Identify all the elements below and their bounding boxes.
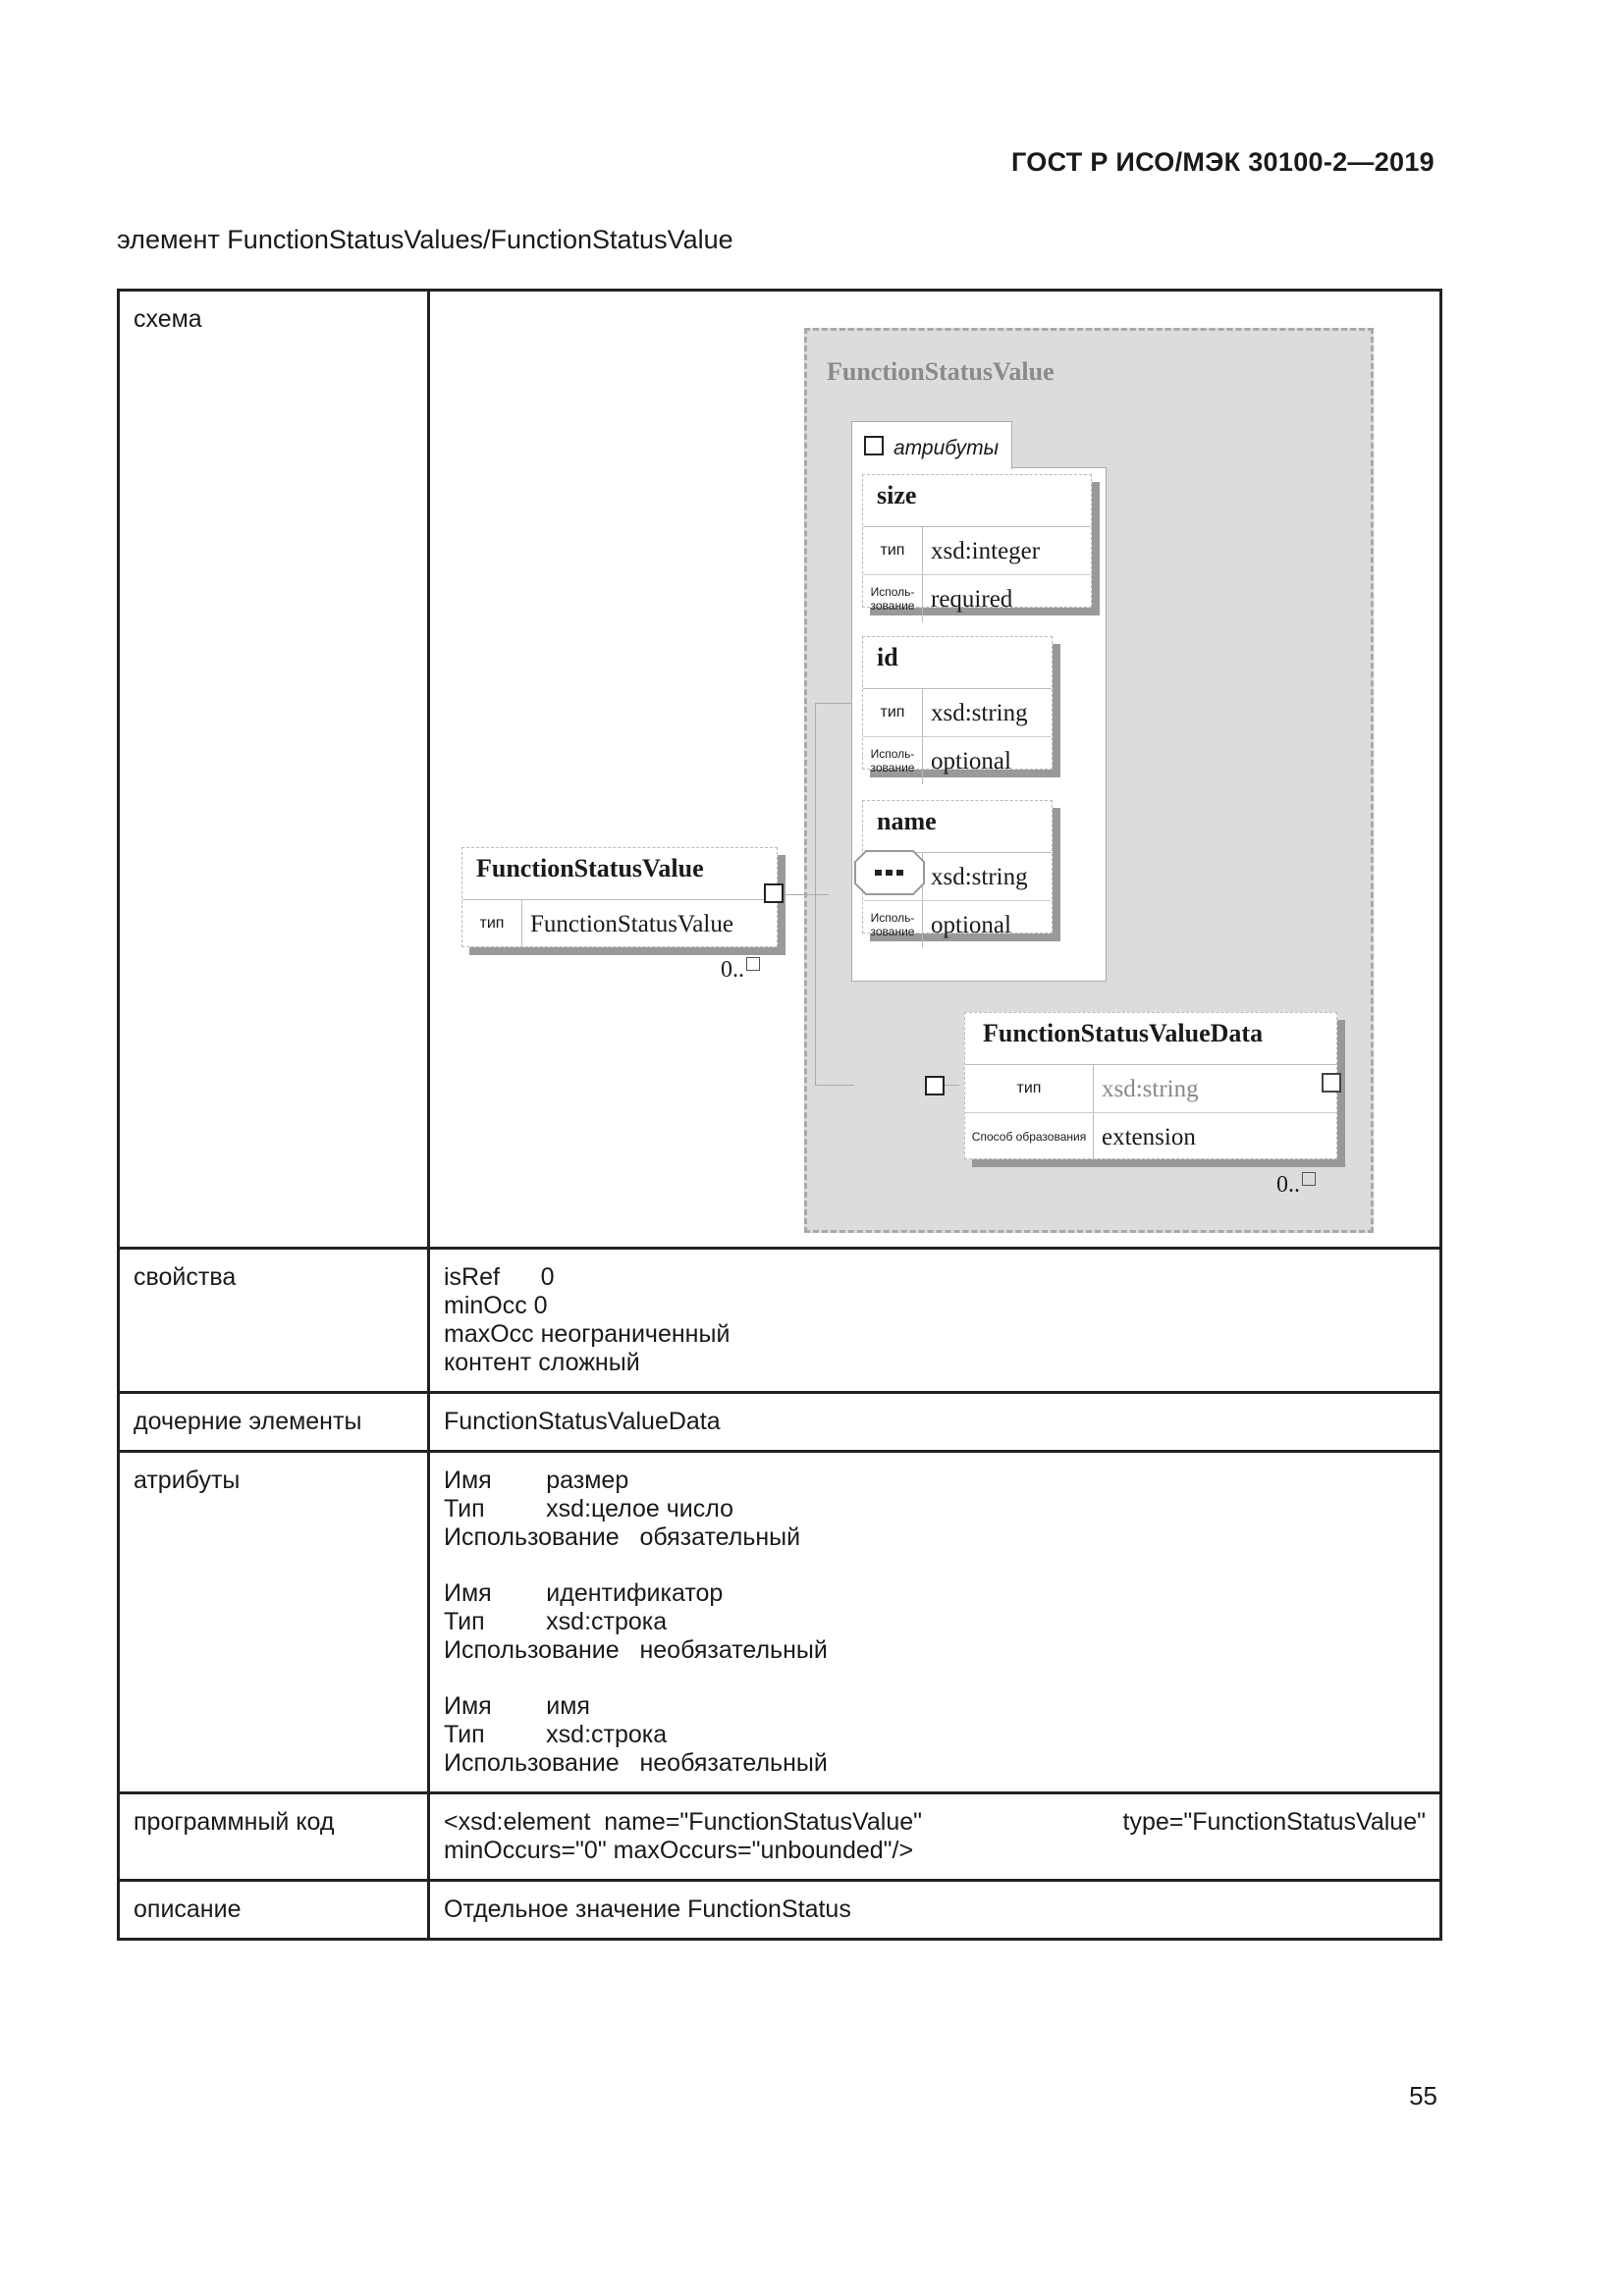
code-line-right: type="FunctionStatusValue" bbox=[1122, 1808, 1426, 1836]
standard-header: ГОСТ Р ИСО/МЭК 30100-2—2019 bbox=[1011, 147, 1435, 177]
element-caption: элемент FunctionStatusValues/FunctionStatusValue bbox=[117, 225, 733, 254]
element-box-functionstatusvalue[interactable] bbox=[461, 847, 778, 947]
attribute-name-line: Имя имя bbox=[444, 1692, 590, 1720]
schema-diagram bbox=[444, 305, 1426, 1233]
sequence-compositor-icon[interactable] bbox=[854, 850, 925, 895]
element-box-functionstatusvaluedata[interactable] bbox=[964, 1012, 1337, 1159]
connector-line bbox=[815, 703, 816, 1086]
attributes-cell bbox=[429, 1452, 1441, 1793]
derivation-row bbox=[965, 1113, 1336, 1160]
type-value: xsd:integer bbox=[931, 537, 1041, 564]
type-key: тип bbox=[863, 527, 923, 574]
type-key: тип bbox=[863, 689, 923, 736]
type-row bbox=[863, 689, 1052, 737]
derivation-value: extension bbox=[1102, 1123, 1196, 1150]
children-label: дочерние элементы bbox=[119, 1393, 429, 1452]
schema-label: схема bbox=[119, 291, 429, 1249]
attributes-label: атрибуты bbox=[119, 1452, 429, 1793]
code-line-left: <xsd:element name="FunctionStatusValue" bbox=[444, 1808, 923, 1836]
occurrence-box-icon bbox=[746, 957, 760, 971]
attribute-name-line: Имя идентификатор bbox=[444, 1579, 724, 1607]
table-row bbox=[119, 1249, 1441, 1393]
property-line: maxOcc неограниченный bbox=[444, 1320, 731, 1348]
description-label: описание bbox=[119, 1881, 429, 1940]
use-key: Исполь-зование bbox=[863, 737, 923, 784]
table-row bbox=[119, 1393, 1441, 1452]
element-name: FunctionStatusValueData bbox=[965, 1013, 1336, 1065]
derivation-key: Способ образования bbox=[965, 1113, 1094, 1160]
occurrence-label: 0.. bbox=[721, 956, 760, 985]
schema-cell bbox=[429, 291, 1441, 1249]
type-row bbox=[965, 1065, 1336, 1113]
type-row bbox=[462, 900, 777, 947]
connector-line bbox=[815, 1085, 854, 1086]
code-line: minOccurs="0" maxOccurs="unbounded"/> bbox=[444, 1837, 914, 1864]
children-value: FunctionStatusValueData bbox=[429, 1393, 1441, 1452]
use-value: optional bbox=[931, 747, 1011, 774]
type-value: xsd:string bbox=[1102, 1075, 1199, 1102]
attribute-id[interactable] bbox=[862, 636, 1053, 774]
page-number: 55 bbox=[1409, 2081, 1437, 2110]
type-value: xsd:string bbox=[931, 863, 1028, 890]
attribute-name-line: Имя размер bbox=[444, 1467, 629, 1494]
attribute-name: size bbox=[863, 475, 1091, 527]
attributes-tab bbox=[851, 421, 1012, 469]
expand-toggle-icon[interactable] bbox=[925, 1076, 945, 1095]
occurrence-box-icon bbox=[1302, 1172, 1316, 1186]
use-key: Исполь-зование bbox=[863, 575, 923, 622]
code-label: программный код bbox=[119, 1793, 429, 1881]
type-key: тип bbox=[965, 1065, 1094, 1112]
property-line: isRef 0 bbox=[444, 1263, 555, 1291]
connector-line bbox=[815, 703, 851, 704]
code-cell bbox=[429, 1793, 1441, 1881]
attributes-tab-label: атрибуты bbox=[893, 437, 1000, 459]
use-row bbox=[863, 575, 1091, 622]
code-line bbox=[444, 1808, 1426, 1837]
attribute-type-line: Тип xsd:строка bbox=[444, 1721, 668, 1748]
attribute-use-line: Использование обязательный bbox=[444, 1523, 801, 1551]
use-row bbox=[863, 901, 1052, 948]
attribute-type-line: Тип xsd:строка bbox=[444, 1608, 668, 1635]
property-line: minOcc 0 bbox=[444, 1292, 548, 1319]
property-line: контент сложный bbox=[444, 1349, 640, 1376]
type-row bbox=[863, 527, 1091, 575]
use-row bbox=[863, 737, 1052, 784]
expand-toggle-icon[interactable] bbox=[764, 883, 784, 903]
table-row bbox=[119, 1881, 1441, 1940]
table-row bbox=[119, 1452, 1441, 1793]
properties-cell bbox=[429, 1249, 1441, 1393]
attribute-use-line: Использование необязательный bbox=[444, 1749, 828, 1777]
attribute-size[interactable] bbox=[862, 474, 1092, 613]
table-row bbox=[119, 291, 1441, 1249]
attribute-type-line: Тип xsd:целое число bbox=[444, 1495, 734, 1522]
properties-label: свойства bbox=[119, 1249, 429, 1393]
occurrence-label: 0.. bbox=[1276, 1171, 1316, 1200]
use-value: optional bbox=[931, 911, 1011, 938]
attribute-name: name bbox=[863, 801, 1052, 853]
complex-type-title: FunctionStatusValue bbox=[827, 357, 1055, 386]
expand-plus-icon[interactable] bbox=[1322, 1073, 1341, 1093]
element-spec-table bbox=[117, 289, 1442, 1941]
type-key: тип bbox=[462, 900, 522, 947]
attribute-use-line: Использование необязательный bbox=[444, 1636, 828, 1664]
attribute-name: id bbox=[863, 637, 1052, 689]
connector-line bbox=[804, 894, 829, 895]
table-row bbox=[119, 1793, 1441, 1881]
collapse-checkbox-icon[interactable] bbox=[864, 436, 884, 455]
use-key: Исполь-зование bbox=[863, 901, 923, 948]
type-value: xsd:string bbox=[931, 699, 1028, 726]
use-value: required bbox=[931, 585, 1013, 613]
type-value: FunctionStatusValue bbox=[530, 910, 733, 937]
element-name: FunctionStatusValue bbox=[462, 848, 777, 900]
description-value: Отдельное значение FunctionStatus bbox=[429, 1881, 1441, 1940]
